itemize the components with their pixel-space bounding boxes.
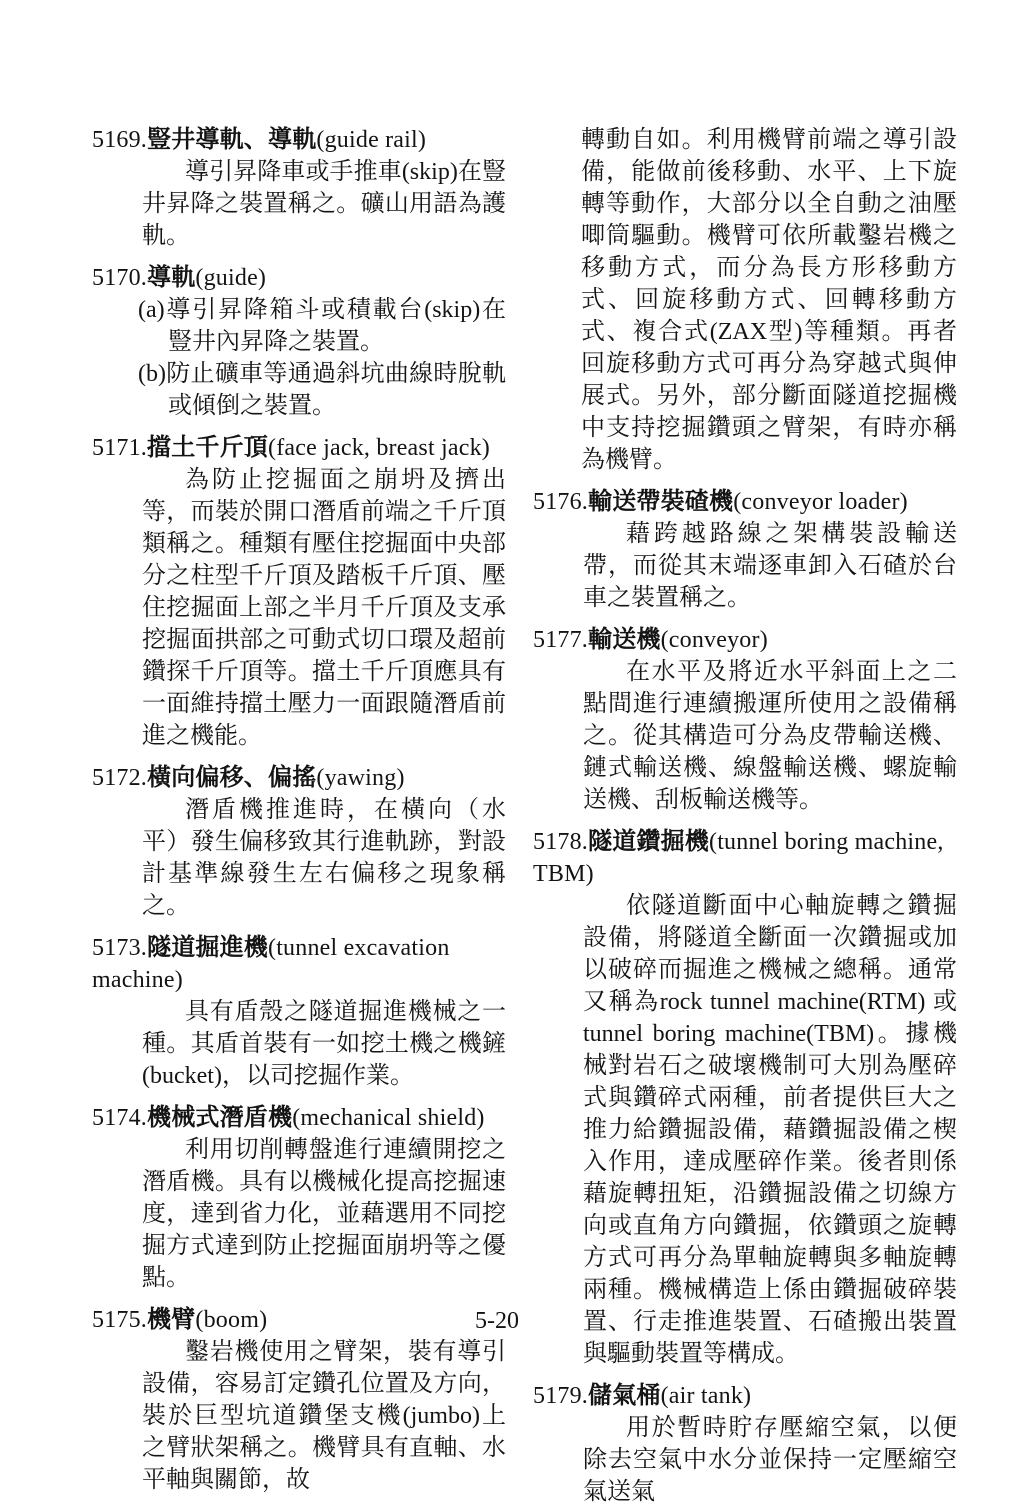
entry-english: (tunnel boring machine, TBM) xyxy=(533,829,944,887)
entry-number: 5171. xyxy=(92,435,147,461)
definition-paragraph: 具有盾殼之隧道掘進機械之一種。其盾首裝有一如挖土機之機鏟(bucket)，以司挖掘作業。 xyxy=(142,999,506,1089)
entry-number: 5170. xyxy=(92,265,147,291)
entry-heading xyxy=(533,1380,957,1412)
entry-term: 輸送機 xyxy=(588,627,661,653)
glossary-entry-5171 xyxy=(92,432,506,752)
entry-number: 5172. xyxy=(92,765,147,791)
left-column xyxy=(92,124,506,1496)
definition-paragraph: 鑿岩機使用之臂架，裝有導引設備，容易訂定鑽孔位置及方向，裝於巨型坑道鑽堡支機(jumbo)上之臂狀架稱之。機臂具有直軸、水平軸與關節，故 xyxy=(142,1339,506,1493)
entry-term: 豎井導軌、導軌 xyxy=(147,127,317,153)
definition-paragraph: 為防止挖掘面之崩坍及擠出等，而裝於開口潛盾前端之千斤頂類稱之。種類有壓住挖掘面中央部分之柱型千斤頂及踏板千斤頂、壓住挖掘面上部之半月千斤頂及支承挖掘面拱部之可動式切口環及超前鑽探千斤頂等。擋土千斤頂應具有一面維持擋土壓力一面跟隨潛盾前進之機能。 xyxy=(142,467,506,749)
entry-english: (mechanical shield) xyxy=(292,1105,485,1131)
entry-term: 隧道掘進機 xyxy=(147,935,268,961)
definition-paragraph: 導引昇降車或手推車(skip)在豎井昇降之裝置稱之。礦山用語為護軌。 xyxy=(142,159,506,249)
entry-english: (face jack, breast jack) xyxy=(268,435,490,461)
entry-term: 隧道鑽掘機 xyxy=(588,829,709,855)
definition-paragraph: 在水平及將近水平斜面上之二點間進行連續搬運所使用之設備稱之。從其構造可分為皮帶輸送機、鏈式輸送機、線盤輸送機、螺旋輸送機、刮板輸送機等。 xyxy=(583,659,957,813)
glossary-entry-5178 xyxy=(533,826,957,1370)
entry-english: (conveyor loader) xyxy=(733,489,908,515)
entry-term: 導軌 xyxy=(147,265,196,291)
definition-paragraph: 依隧道斷面中心軸旋轉之鑽掘設備，將隧道全斷面一次鑽掘或加以破碎而掘進之機械之總稱。通常又稱為rock tunnel machine(RTM) 或 tunnel boring machine(TBM)。據機械對岩石之破壞機制可大別為壓碎式與鑽碎式兩種，前者提供巨大之推力給鑽掘設備，藉鑽掘設備之楔入作用，達成壓碎作業。後者則係藉旋轉扭矩，沿鑽掘設備之切線方向或直角方向鑽掘，依鑽頭之旋轉方式可再分為單軸旋轉與多軸旋轉兩種。機械構造上係由鑽掘破碎裝置、行走推進裝置、石碴搬出裝置與驅動裝置等構成。 xyxy=(583,893,957,1367)
right-column xyxy=(533,124,957,1508)
glossary-entry-5179 xyxy=(533,1380,957,1508)
glossary-entry-5173 xyxy=(92,932,506,1092)
two-column-layout xyxy=(92,124,1024,1508)
entry-heading xyxy=(92,1102,506,1134)
page-number: 5-20 xyxy=(475,1308,519,1334)
entry-english: (air tank) xyxy=(660,1383,752,1409)
entry-number: 5177. xyxy=(533,627,588,653)
entry-term: 儲氣桶 xyxy=(588,1383,661,1409)
entry-english: (yawing) xyxy=(316,765,405,791)
entry-heading xyxy=(533,486,957,518)
entry-english: (tunnel excavation machine) xyxy=(92,935,450,993)
entry-term: 擋土千斤頂 xyxy=(147,435,268,461)
entry-english: (guide rail) xyxy=(316,127,427,153)
entry-number: 5169. xyxy=(92,127,147,153)
entry-term: 機械式潛盾機 xyxy=(147,1105,293,1131)
glossary-entry-5174 xyxy=(92,1102,506,1294)
entry-term: 輸送帶裝碴機 xyxy=(588,489,734,515)
entry-number: 5173. xyxy=(92,935,147,961)
glossary-entry-5177 xyxy=(533,624,957,816)
entry-heading xyxy=(92,762,506,794)
entry-number: 5175. xyxy=(92,1307,147,1333)
glossary-entry-5172 xyxy=(92,762,506,922)
definition-paragraph: 潛盾機推進時，在橫向（水平）發生偏移致其行進軌跡，對設計基準線發生左右偏移之現象稱之。 xyxy=(142,797,506,919)
definition-paragraph: 利用切削轉盤進行連續開挖之潛盾機。具有以機械化提高挖掘速度，達到省力化，並藉選用不同挖掘方式達到防止挖掘面崩坍等之優點。 xyxy=(142,1137,506,1291)
glossary-entry-5170 xyxy=(92,262,506,422)
continuation-paragraph: 轉動自如。利用機臂前端之導引設備，能做前後移動、水平、上下旋轉等動作，大部分以全自動之油壓唧筒驅動。機臂可依所載鑿岩機之移動方式，而分為長方形移動方式、回旋移動方式、回轉移動方式、複合式(ZAX型)等種類。再者回旋移動方式可再分為穿越式與伸展式。另外，部分斷面隧道挖掘機中支持挖掘鑽頭之臂架，有時亦稱為機臂。 xyxy=(581,127,957,473)
entry-heading xyxy=(92,262,506,294)
entry-term: 機臂 xyxy=(147,1307,196,1333)
entry-english: (boom) xyxy=(195,1307,268,1333)
entry-heading xyxy=(533,826,957,890)
entry-english: (guide) xyxy=(195,265,267,291)
entry-term: 橫向偏移、偏搖 xyxy=(147,765,317,791)
definition-subitem-a: (a)導引昇降箱斗或積載台(skip)在豎井內昇降之裝置。 xyxy=(138,297,506,355)
entry-heading xyxy=(92,432,506,464)
entry-number: 5179. xyxy=(533,1383,588,1409)
entry-number: 5174. xyxy=(92,1105,147,1131)
entry-number: 5178. xyxy=(533,829,588,855)
glossary-entry-5169 xyxy=(92,124,506,252)
entry-number: 5176. xyxy=(533,489,588,515)
definition-paragraph: 藉跨越路線之架構裝設輸送帶，而從其末端逐車卸入石碴於台車之裝置稱之。 xyxy=(583,521,957,611)
glossary-entry-5176 xyxy=(533,486,957,614)
definition-subitem-b: (b)防止礦車等通過斜坑曲線時脫軌或傾倒之裝置。 xyxy=(138,361,506,419)
definition-paragraph: 用於暫時貯存壓縮空氣，以便除去空氣中水分並保持一定壓縮空氣送氣 xyxy=(583,1415,957,1505)
entry-heading xyxy=(533,624,957,656)
entry-heading xyxy=(92,124,506,156)
entry-english: (conveyor) xyxy=(660,627,768,653)
entry-heading xyxy=(92,932,506,996)
